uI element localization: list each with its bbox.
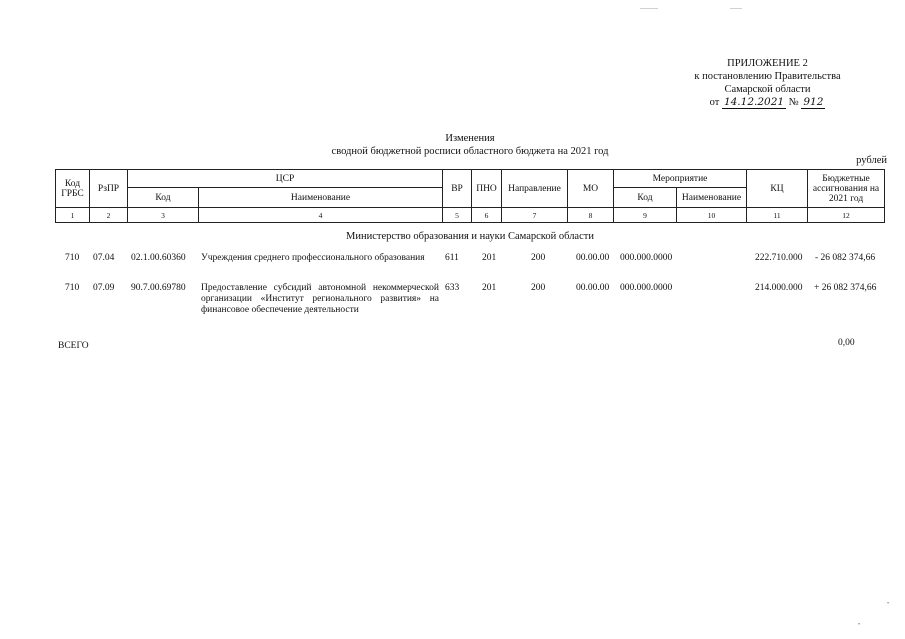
cell-meropriyatie: 000.000.0000 bbox=[620, 253, 673, 263]
currency-unit: рублей bbox=[856, 155, 887, 166]
cell-vr: 611 bbox=[445, 253, 459, 263]
col-num: 3 bbox=[128, 208, 199, 223]
header-kod-grbs: Код ГРБС bbox=[56, 170, 90, 208]
cell-pno: 201 bbox=[482, 283, 497, 293]
table-row bbox=[55, 253, 890, 277]
number-label: № bbox=[788, 97, 799, 108]
handwritten-number: 912 bbox=[803, 96, 824, 108]
cell-vr: 633 bbox=[445, 283, 460, 293]
column-number-row bbox=[56, 208, 885, 223]
header-kc: КЦ bbox=[747, 170, 808, 208]
cell-mo: 00.00.00 bbox=[576, 253, 610, 263]
scan-mark: —— bbox=[730, 6, 742, 12]
header-rzpr: РзПР bbox=[90, 170, 128, 208]
budget-table-header bbox=[55, 169, 885, 223]
title-line-1: Изменения bbox=[445, 133, 495, 144]
cell-napravlenie: 200 bbox=[531, 253, 546, 263]
cell-pno: 201 bbox=[482, 253, 497, 263]
scan-mark: • bbox=[887, 601, 890, 607]
cell-name: Учреждения среднего профессионального образования bbox=[201, 253, 425, 263]
header-csr-kod: Код bbox=[128, 188, 199, 208]
appendix-line-decree: к постановлению Правительства bbox=[694, 71, 841, 82]
ministry-heading: Министерство образования и науки Самарской области bbox=[346, 231, 594, 242]
cell-meropriyatie: 000.000.0000 bbox=[620, 283, 673, 293]
col-num: 6 bbox=[472, 208, 502, 223]
handwritten-date: 14.12.2021 bbox=[723, 96, 785, 108]
cell-rzpr: 07.04 bbox=[93, 253, 115, 263]
header-csr: ЦСР bbox=[128, 170, 443, 188]
scan-mark: ——— bbox=[640, 6, 658, 12]
header-vr: ВР bbox=[443, 170, 472, 208]
cell-kc: 222.710.000 bbox=[755, 253, 803, 263]
from-label: от bbox=[709, 97, 720, 108]
header-pno: ПНО bbox=[472, 170, 502, 208]
col-num: 7 bbox=[502, 208, 568, 223]
appendix-title: ПРИЛОЖЕНИЕ 2 bbox=[727, 58, 808, 69]
cell-name: Предоставление субсидий автономной некоммерческой организации «Институт регионального развития» на финансовое обеспечение деятельности bbox=[201, 283, 439, 315]
scan-mark: • bbox=[858, 622, 861, 628]
total-value: 0,00 bbox=[838, 338, 855, 348]
cell-csr: 02.1.00.60360 bbox=[131, 253, 186, 263]
col-num: 8 bbox=[568, 208, 614, 223]
cell-mo: 00.00.00 bbox=[576, 283, 610, 293]
col-num: 2 bbox=[90, 208, 128, 223]
cell-grbs: 710 bbox=[65, 253, 80, 263]
col-num: 5 bbox=[443, 208, 472, 223]
col-num: 1 bbox=[56, 208, 90, 223]
cell-rzpr: 07.09 bbox=[93, 283, 115, 293]
document-title bbox=[290, 132, 650, 158]
header-napravlenie: Направление bbox=[502, 170, 568, 208]
table-row bbox=[55, 283, 890, 331]
cell-amount: - 26 082 374,66 bbox=[815, 253, 876, 263]
cell-amount: + 26 082 374,66 bbox=[814, 283, 877, 293]
col-num: 9 bbox=[614, 208, 677, 223]
header-mer-name: Наименование bbox=[677, 188, 747, 208]
header-csr-name: Наименование bbox=[199, 188, 443, 208]
cell-grbs: 710 bbox=[65, 283, 80, 293]
header-meropriyatie: Мероприятие bbox=[614, 170, 747, 188]
appendix-block bbox=[650, 57, 885, 109]
appendix-line-region: Самарской области bbox=[724, 84, 811, 95]
header-mo: МО bbox=[568, 170, 614, 208]
header-mer-kod: Код bbox=[614, 188, 677, 208]
cell-napravlenie: 200 bbox=[531, 283, 546, 293]
total-label: ВСЕГО bbox=[58, 341, 89, 351]
cell-csr: 90.7.00.69780 bbox=[131, 283, 186, 293]
col-num: 10 bbox=[677, 208, 747, 223]
col-num: 4 bbox=[199, 208, 443, 223]
header-budget: Бюджетные ассигнования на 2021 год bbox=[808, 170, 885, 208]
title-line-2: сводной бюджетной росписи областного бюджета на 2021 год bbox=[331, 146, 609, 157]
cell-kc: 214.000.000 bbox=[755, 283, 803, 293]
col-num: 12 bbox=[808, 208, 885, 223]
col-num: 11 bbox=[747, 208, 808, 223]
appendix-date-line bbox=[650, 96, 885, 109]
